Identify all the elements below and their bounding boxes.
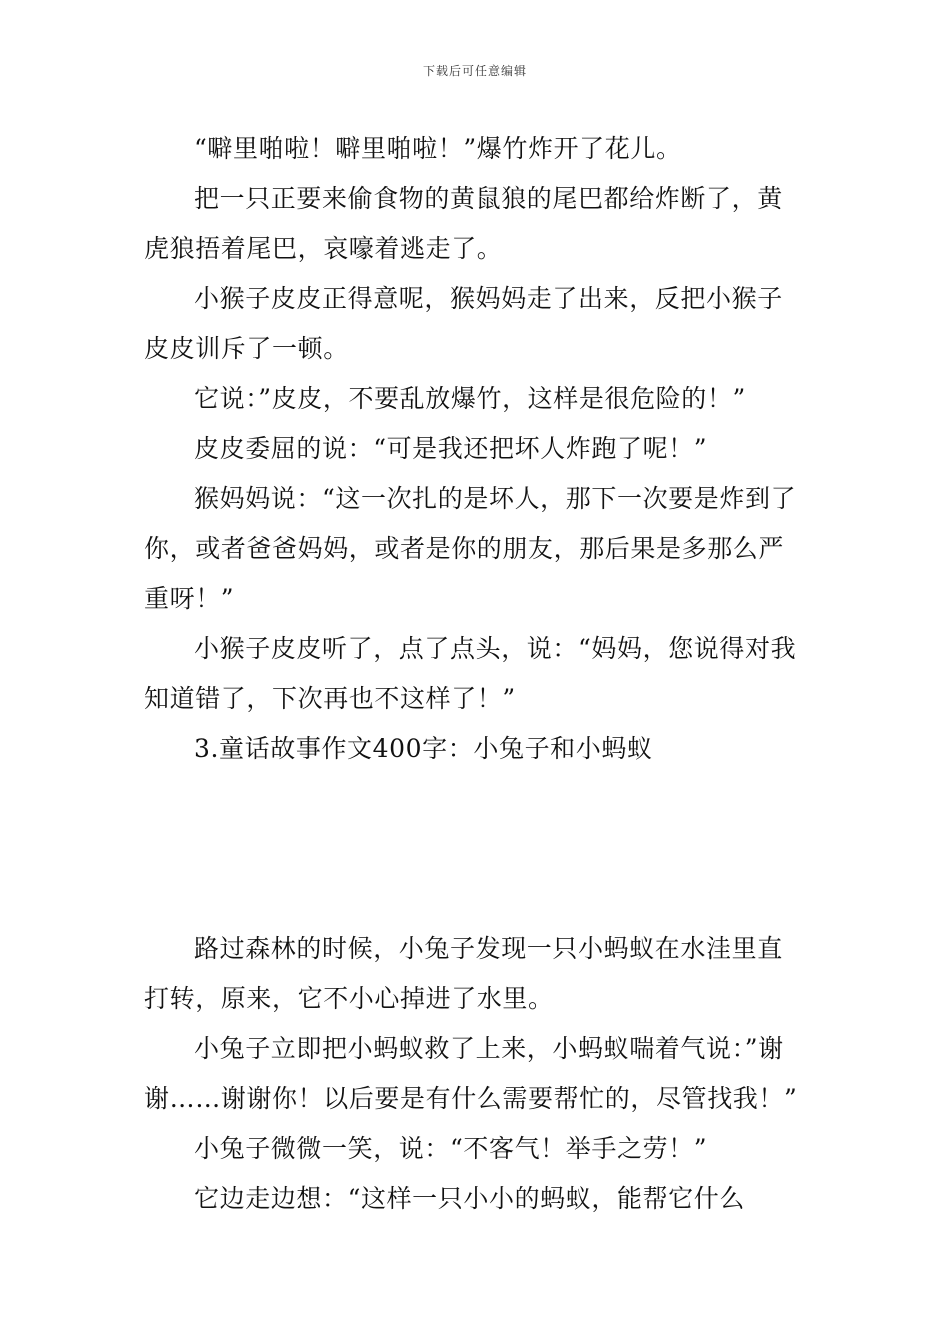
paragraph: 路过森林的时候，小兔子发现一只小蚂蚁在水洼里直打转，原来，它不小心掉进了水里。 bbox=[144, 934, 783, 1013]
paragraph: 把一只正要来偷食物的黄鼠狼的尾巴都给炸断了，黄虎狼捂着尾巴，哀嚎着逃走了。 bbox=[144, 184, 783, 263]
section-title: 3.童话故事作文400字：小兔子和小蚂蚁 bbox=[194, 734, 653, 763]
paragraph: 猴妈妈说：“这一次扎的是坏人，那下一次要是炸到了你，或者爸爸妈妈，或者是你的朋友，那后果是多那么严重呀！” bbox=[144, 484, 797, 613]
paragraph: 小兔子立即把小蚂蚁救了上来，小蚂蚁喘着气说：”谢谢……谢谢你！以后要是有什么需要帮忙的，尽管找我！” bbox=[144, 1034, 798, 1113]
paragraph: 小兔子微微一笑，说：“不客气！举手之劳！” bbox=[194, 1134, 708, 1163]
page-header-note: 下载后可任意编辑 bbox=[422, 64, 527, 78]
paragraph: 它边走边想：“这样一只小小的蚂蚁，能帮它什么 bbox=[194, 1184, 745, 1213]
paragraph: “噼里啪啦！噼里啪啦！”爆竹炸开了花儿。 bbox=[194, 134, 682, 163]
paragraph: 小猴子皮皮正得意呢，猴妈妈走了出来，反把小猴子皮皮训斥了一顿。 bbox=[144, 284, 783, 363]
paragraph: 小猴子皮皮听了，点了点头，说：“妈妈，您说得对我知道错了，下次再也不这样了！” bbox=[144, 634, 797, 713]
section-spacer bbox=[144, 774, 808, 924]
paragraph: 皮皮委屈的说：“可是我还把坏人炸跑了呢！” bbox=[194, 434, 708, 463]
document-body bbox=[144, 124, 808, 1224]
paragraph: 它说：”皮皮，不要乱放爆竹，这样是很危险的！” bbox=[194, 384, 746, 413]
